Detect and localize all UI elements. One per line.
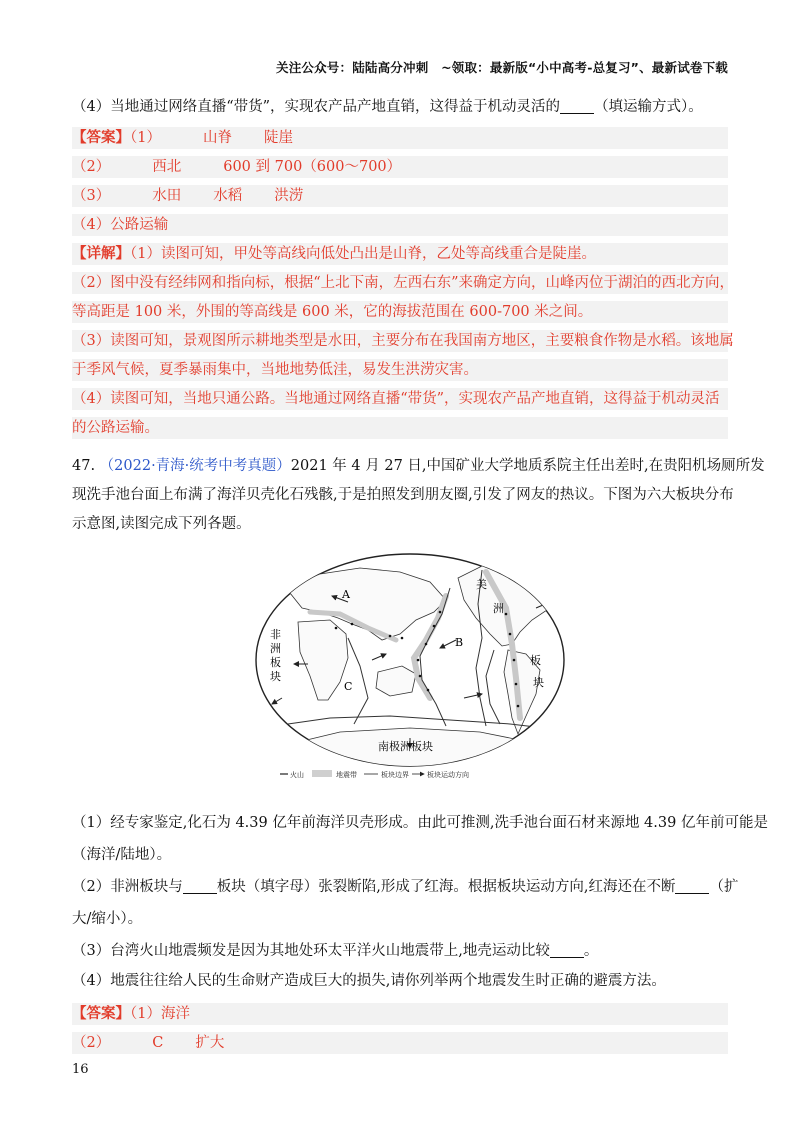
answer-blank: [675, 879, 709, 894]
subquestion-3: （3）台湾火山地震频发是因为其地处环太平洋火山地震带上,地壳运动比较 。: [72, 943, 599, 959]
answer-line-2: （2） 西北 600 到 700（600～700）: [72, 156, 728, 178]
answer-blank: [183, 879, 217, 894]
map-legend: [280, 770, 469, 779]
svg-text:火山: 火山: [290, 771, 304, 779]
svg-text:板块边界: 板块边界: [381, 771, 409, 779]
detail-line-4: （3）读图可知，景观图所示耕地类型是水田，主要分布在我国南方地区，主要粮食作物是水稻。该地属: [72, 330, 728, 352]
detail-line-6: （4）读图可知，当地只通公路。当地通过网络直播“带货”，实现农产品产地直销，这得益于机动灵活: [72, 388, 728, 410]
subquestion-1-b: （海洋/陆地）。: [72, 847, 172, 863]
subquestion-2-b: 大/缩小）。: [72, 911, 143, 927]
subquestion-1-a: （1）经专家鉴定,化石为 4.39 亿年前海洋贝壳形成。由此可推测,洗手池台面石材来源地 4.39 亿年前可能是: [72, 815, 768, 831]
detail-line-5: 于季风气候，夏季暴雨集中，当地地势低洼，易发生洪涝灾害。: [72, 359, 728, 381]
svg-text:洲: 洲: [270, 642, 281, 655]
question-47-intro-1: 47. （2022·青海·统考中考真题）2021 年 4 月 27 日,中国矿业大学地质系院主任出差时,在贵阳机场厕所发: [72, 458, 765, 474]
answer-line-1: 【答案】（1） 山脊 陡崖: [72, 127, 728, 149]
detail-tag: 【详解】: [72, 245, 130, 262]
antarctic-plate-label: 南极洲板块: [378, 740, 433, 753]
plate-label-b: B: [455, 636, 464, 649]
svg-text:板: 板: [530, 654, 541, 667]
answer2-line-1: 【答案】（1）海洋: [72, 1003, 728, 1025]
svg-text:地震带: 地震带: [336, 771, 357, 779]
svg-text:洲: 洲: [493, 602, 504, 615]
plate-map: [250, 548, 570, 780]
answer2-line-2: （2） C 扩大: [72, 1032, 728, 1054]
question-47-intro-3: 示意图,读图完成下列各题。: [72, 516, 251, 532]
detail-line-1: 【详解】（1）读图可知，甲处等高线向低处凸出是山脊，乙处等高线重合是陡崖。: [72, 243, 728, 265]
subquestion-4: （4）地震往往给人民的生命财产造成巨大的损失,请你列举两个地震发生时正确的避震方法。: [72, 973, 666, 989]
svg-text:板块运动方向: 板块运动方向: [427, 771, 469, 779]
question-source: （2022·青海·统考中考真题）: [99, 458, 291, 474]
question-47-intro-2: 现洗手池台面上布满了海洋贝壳化石残骸,于是拍照发到朋友圈,引发了网友的热议。下图为六大板块分布: [72, 487, 734, 503]
answer-blank: [550, 943, 584, 958]
answer-blank: [560, 99, 594, 114]
detail-line-3: 等高距是 100 米，外围的等高线是 600 米，它的海拔范围在 600-700 米之间。: [72, 301, 728, 323]
plate-label-a: A: [342, 588, 350, 601]
answer-tag: 【答案】: [72, 1005, 130, 1022]
svg-text:块: 块: [270, 670, 281, 683]
page-number: 16: [72, 1062, 89, 1077]
detail-line-7: 的公路运输。: [72, 417, 728, 439]
svg-text:板: 板: [270, 656, 281, 669]
answer-tag: 【答案】: [72, 129, 130, 146]
plate-label-c: C: [344, 680, 353, 693]
answer-line-4: （4）公路运输: [72, 214, 728, 236]
svg-text:块: 块: [533, 676, 544, 689]
detail-line-2: （2）图中没有经纬网和指向标，根据“上北下南，左西右东”来确定方向，山峰丙位于湖泊的西北方向，: [72, 272, 728, 294]
svg-text:美: 美: [476, 578, 487, 591]
svg-text:非: 非: [270, 628, 281, 641]
question-4-previous: （4）当地通过网络直播“带货”，实现农产品产地直销，这得益于机动灵活的 （填运输方式）。: [72, 99, 703, 115]
subquestion-2-a: （2）非洲板块与 板块（填字母）张裂断陷,形成了红海。根据板块运动方向,红海还在不断 （扩: [72, 879, 739, 895]
page-header: 关注公众号：陆陆高分冲刺 ~领取：最新版“小中高考-总复习”、最新试卷下载: [276, 60, 728, 75]
answer-line-3: （3） 水田 水稻 洪涝: [72, 185, 728, 207]
